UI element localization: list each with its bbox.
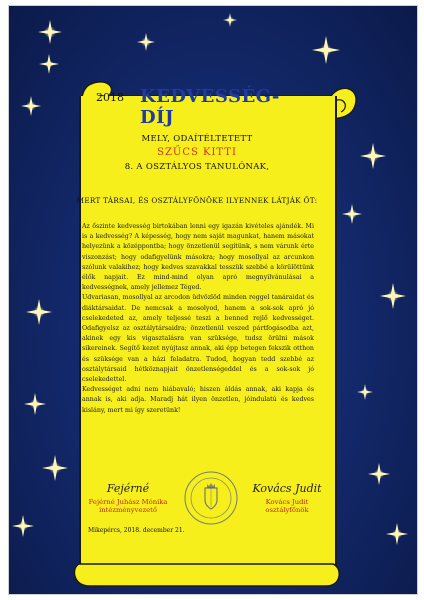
recipient-name: SZŰCS KITTI [157, 147, 237, 158]
official-seal-icon [183, 470, 239, 526]
certificate-body [82, 222, 314, 416]
signature-block-teacher [247, 482, 327, 514]
body-paragraph: Az őszinte kedvesség birtokában lenni egy igazán kivételes ajándék. Mi is a kedvesség? A képesség, hogy nem saját magunkat, hanem másokat helyezünk a középpontba; hogy önzetlenül segítünk, s nem várunk érte viszonzást; hogy odafigyelünk másokra; hogy mosollyal az arcunkon szólunk valakihez; hogy kedves szavakkal tesszük szebbé a körülöttünk élők napjait. Ez mind-mind olyan apró megnyilvánulásai a kedvességnek, amely jellemez Téged. [82, 223, 314, 292]
signatory-role: osztályfőnök [265, 506, 309, 514]
signature-block-principal [76, 482, 180, 514]
signatory-role: intézményvezető [99, 506, 157, 514]
signatory-name: Kovács Judit [265, 498, 309, 506]
quote-lead: MERT TÁRSAI, ÉS OSZTÁLYFŐNÖKE ILYENNEK LÁTJÁK ŐT: [76, 196, 318, 205]
handwritten-signature: Kovács Judit [252, 482, 322, 495]
intro-line: 8. A OSZTÁLYOS TANULÓNAK, [124, 162, 270, 172]
issue-date: Mikepércs, 2018. december 21. [88, 527, 185, 534]
award-title: KEDVESSÉG-DÍJ [140, 86, 280, 128]
award-year: 2018 [96, 91, 124, 104]
scroll-bottom-curl [69, 562, 343, 590]
body-paragraph: Kedvességet adni nem hiábavaló; hiszen áldás annak, aki kapja és annak is, aki adja. Maradj hát ilyen önzetlen, jóindulatú és kedves kislány, mert mi így szeretünk! [82, 386, 314, 414]
intro-block [72, 132, 322, 174]
body-paragraph: Udvariasan, mosollyal az arcodon üdvözlöd minden reggel tanáraidat és diáktársaidat. De nemcsak a mosolyod, hanem a sok-sok apró jó cselekedeted az, amely teljessé teszi a benned rejlő kedvességet. Odafigyelsz az osztálytársaidra; önzetlenül veszed pártfogásodba azt, akinek egy kis vigasztalásra van szüksége, tudsz örülni mások sikereinek. Segítő kezet nyújtasz annak, aki épp betegen fekszik otthon és szüksége van a házi feladatra. Tudod, hogyan tedd szebbé az osztálytársaid hétköznapjait önzetlenségeddel és a sok-sok jó cselekedettel. [82, 294, 314, 384]
intro-line: MELY, ODAÍTÉLTETETT [141, 134, 253, 144]
signatory-name: Fejérné Juhász Mónika [88, 498, 168, 506]
handwritten-signature: Fejérné [106, 482, 150, 495]
